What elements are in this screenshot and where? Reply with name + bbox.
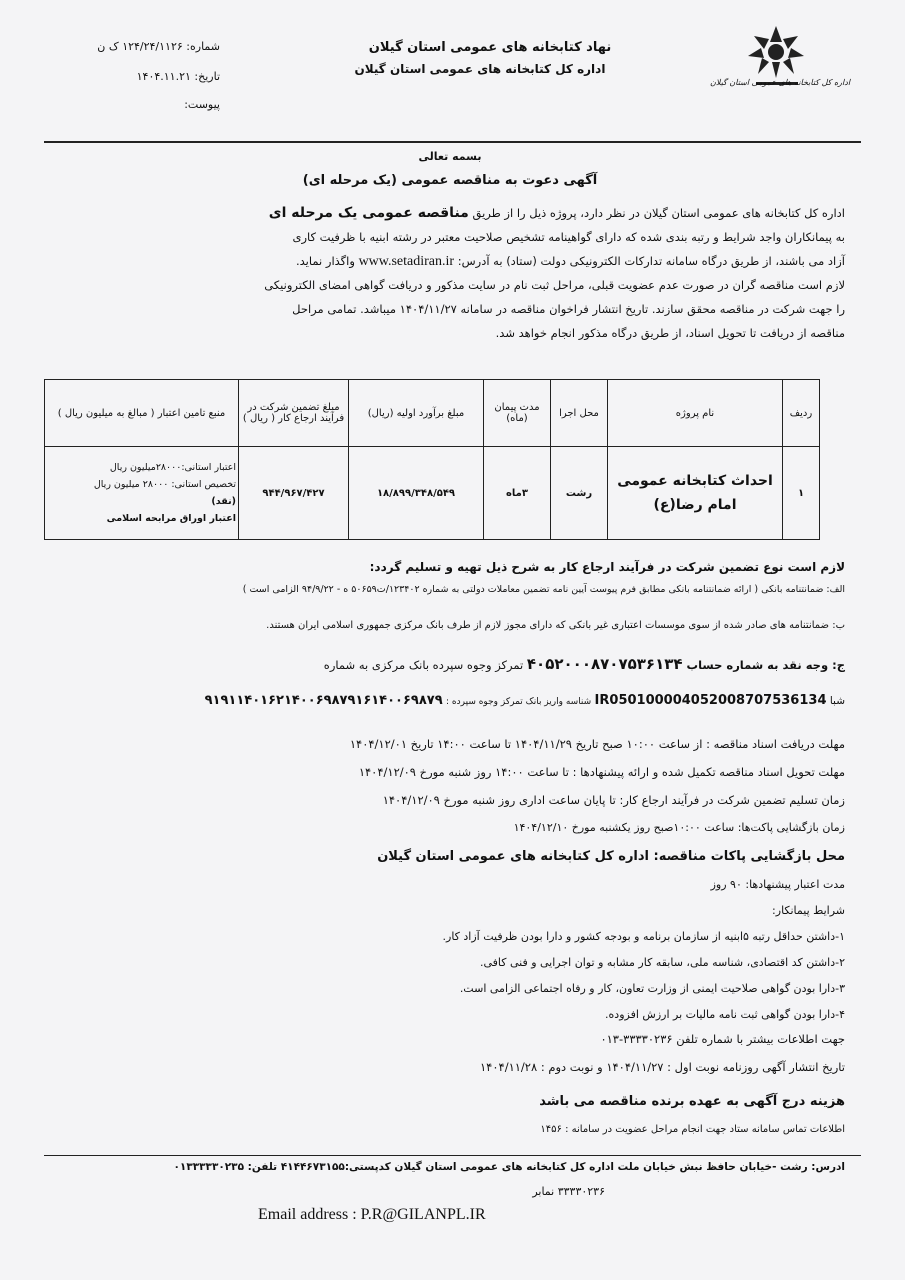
department-name: اداره کل کتابخانه های عمومی استان گیلان: [354, 62, 606, 76]
th-funding: منبع تامین اعتبار ( مبالغ به میلیون ریال ): [45, 380, 239, 447]
conditions-heading: شرایط پیمانکار:: [772, 904, 845, 917]
cell-funding: [45, 447, 239, 540]
letter-attachment: [60, 98, 220, 111]
sheba-number: IR050100004052008707536134: [594, 693, 827, 708]
header-divider: [44, 141, 861, 143]
library-logo-icon: [728, 22, 828, 112]
intro-text-1: اداره کل کتابخانه های عمومی استان گیلان در نظر دارد، پروژه ذیل را از طریق: [468, 206, 845, 220]
basmala: بسمه تعالی: [418, 150, 482, 163]
intro-line-4: لازم است مناقصه گران در صورت عدم عضویت قبلی، مراحل ثبت نام در سایت مذکور و دریافت گواهی امضای الکترونیکی: [264, 278, 845, 292]
cell-guarantee: ۹۴۴/۹۶۷/۴۲۷: [239, 447, 349, 540]
project-name-line-1: احداث کتابخانه عمومی: [617, 473, 773, 489]
condition-1: ۱-داشتن حداقل رتبه ۵ابنیه از سازمان برنامه و بودجه کشور و دارا بودن ظرفیت آزاد کار.: [442, 930, 845, 943]
offer-validity: مدت اعتبار پیشنهادها: ۹۰ روز: [710, 878, 845, 891]
letter-number: [60, 40, 220, 53]
guarantee-item-c: [324, 655, 845, 673]
cell-estimate: ۱۸/۸۹۹/۳۴۸/۵۴۹: [349, 447, 484, 540]
setad-contact: اطلاعات تماس سامانه ستاد جهت انجام مراحل عضویت در سامانه : ۱۴۵۶: [540, 1124, 845, 1135]
guarantee-item-a: الف: ضمانتنامه بانکی ( ارائه ضمانتنامه بانکی مطابق فرم پیوست آیین نامه تضمین معاملات دولتی به شماره ۱۲۳۴۰۲/ت۵۰۶۵۹ ه - ۹۴/۹/۲۲ الزامی است ): [242, 584, 845, 595]
submit-deadline: مهلت تحویل اسناد مناقصه تکمیل شده و ارائه پیشنهادها : تا ساعت ۱۴:۰۰ روز شنبه مورخ ۱۴۰۴/۱۲/۰۹: [358, 765, 845, 779]
letter-date: [60, 70, 220, 83]
th-project: نام پروژه: [608, 380, 783, 447]
intro-line-3: [60, 250, 845, 273]
opening-place: محل بازگشایی پاکات مناقصه: اداره کل کتابخانه های عمومی استان گیلان: [377, 849, 845, 864]
deposit-id: ۹۱۹۱۱۴۰۱۶۲۱۴۰۰۶۹۸۷۹۱۶۱۴۰۰۶۹۸۷۹: [204, 693, 443, 708]
guarantee-deadline: زمان تسلیم تضمین شرکت در فرآیند ارجاع کار: تا پایان ساعت اداری روز شنبه مورخ ۱۴۰۴/۱۲/۰۹: [382, 793, 845, 807]
sheba-line: [205, 693, 845, 708]
intro-text-3a: آزاد می باشند، از طریق درگاه سامانه تدارکات الکترونیکی دولت (ستاد) به آدرس:: [454, 254, 845, 268]
guarantee-heading: لازم است نوع تضمین شرکت در فرآیند ارجاع کار به شرح ذیل تهیه و تسلیم گردد:: [369, 560, 845, 574]
th-estimate: مبلغ برآورد اولیه (ریال): [349, 380, 484, 447]
footer-fax: ۳۳۳۳۰۲۳۶ نمابر: [532, 1185, 605, 1198]
deposit-id-label: شناسه واریز بانک تمرکز وجوه سپرده :: [446, 697, 592, 707]
account-number: ۴۰۵۲۰۰۰۸۷۰۷۵۳۶۱۳۴: [526, 655, 683, 673]
date-label: تاریخ:: [194, 70, 220, 83]
footer-email[interactable]: Email address : P.R@GILANPL.IR: [258, 1206, 486, 1223]
funding-line-3: (نقد): [211, 496, 236, 507]
condition-4: ۴-دارا بودن گواهی ثبت نامه مالیات بر ارزش افزوده.: [605, 1008, 845, 1021]
item-c-text-b: تمرکز وجوه سپرده بانک مرکزی به شماره: [323, 658, 527, 672]
th-guarantee: مبلغ تضمین شرکت در فرآیند ارجاع کار ( ریال ): [239, 380, 349, 447]
guarantee-item-b: ب: ضمانتنامه های صادر شده از سوی موسسات اعتباری غیر بانکی که دارای مجوز لازم از طرف بانک مرکزی جمهوری اسلامی ایران هستند.: [266, 620, 845, 631]
cell-project: [608, 447, 783, 540]
logo-caption: اداره کل کتابخانه های عمومی استان گیلان: [709, 78, 851, 87]
opening-time: زمان بازگشایی پاکت‌ها: ساعت ۱۰:۰۰صبح روز یکشنبه مورخ ۱۴۰۴/۱۲/۱۰: [513, 821, 845, 834]
publish-dates: تاریخ انتشار آگهی روزنامه نوبت اول : ۱۴۰۴/۱۱/۲۷ و نوبت دوم : ۱۴۰۴/۱۱/۲۸: [480, 1060, 845, 1074]
intro-line-5: را جهت شرکت در مناقصه محقق سازند. تاریخ انتشار فراخوان مناقصه در سامانه ۱۴۰۴/۱۱/۲۷ میباشد. تمامی مراحل: [292, 302, 845, 316]
intro-line-2: به پیمانکاران واجد شرایط و رتبه بندی شده که دارای گواهینامه تشخیص صلاحیت معتبر در رشته ابنیه با ظرفیت کاری: [292, 230, 845, 244]
tender-type: مناقصه عمومی یک مرحله ای: [268, 205, 469, 221]
item-c-text-a: ج: وجه نقد به شماره حساب: [682, 658, 845, 672]
date-value: ۱۴۰۴.۱۱.۲۱: [136, 70, 191, 83]
cell-duration: ۳ماه: [484, 447, 551, 540]
cell-location: رشت: [551, 447, 608, 540]
receive-deadline: مهلت دریافت اسناد مناقصه : از ساعت ۱۰:۰۰ صبح تاریخ ۱۴۰۴/۱۱/۲۹ تا ساعت ۱۴:۰۰ تاریخ ۱۴۰۴/۱۲/۰۱: [349, 737, 845, 751]
setad-link[interactable]: www.setadiran.ir: [358, 254, 455, 269]
th-row: ردیف: [783, 380, 820, 447]
number-label: شماره:: [186, 40, 220, 53]
funding-line-2: تخصیص استانی: ۲۸۰۰۰ میلیون ریال: [93, 479, 236, 490]
footer-divider: [44, 1155, 861, 1156]
funding-line-4: اعتبار اوراق مرابحه اسلامی: [106, 513, 236, 524]
condition-3: ۳-دارا بودن گواهی صلاحیت ایمنی از وزارت تعاون، کار و رفاه اجتماعی الزامی است.: [459, 982, 845, 995]
table-header-row: [45, 380, 820, 447]
org-name: نهاد کتابخانه های عمومی استان گیلان: [368, 40, 612, 55]
number-value: ۱۲۴/۲۴/۱۱۲۶ ک ن: [97, 40, 183, 53]
intro-line-1: [60, 202, 845, 224]
th-duration: مدت پیمان (ماه): [484, 380, 551, 447]
notice-title: آگهی دعوت به مناقصه عمومی (یک مرحله ای): [302, 173, 598, 188]
intro-line-6: مناقصه از دریافت تا تحویل اسناد، از طریق درگاه مذکور انجام خواهد شد.: [495, 326, 845, 340]
sheba-label: شبا: [829, 695, 845, 707]
th-location: محل اجرا: [551, 380, 608, 447]
condition-2: ۲-داشتن کد اقتصادی، شناسه ملی، سابقه کار مشابه و توان اجرایی و فنی کافی.: [479, 956, 845, 969]
project-name-line-2: امام رضا(ع): [653, 497, 737, 513]
project-table: [44, 379, 820, 540]
attachment-label: پیوست:: [184, 98, 220, 111]
funding-line-1: اعتبار استانی:۲۸۰۰۰میلیون ریال: [109, 462, 236, 473]
table-row: [45, 447, 820, 540]
intro-text-3b: واگذار نماید.: [295, 254, 359, 268]
footer-address: ادرس: رشت -خیابان حافظ نبش خیابان ملت اداره کل کتابخانه های عمومی استان گیلان کدپستی:۴۱۴۴۶۷۳۱۵۵ تلفن: ۰۱۳۳۳۳۳۰۲۳۵: [173, 1161, 845, 1173]
cost-note: هزینه درج آگهی به عهده برنده مناقصه می باشد: [539, 1094, 845, 1109]
contact-info: جهت اطلاعات بیشتر با شماره تلفن ۳۳۳۳۰۲۳۶-۰۱۳: [600, 1032, 845, 1046]
cell-row: ۱: [783, 447, 820, 540]
